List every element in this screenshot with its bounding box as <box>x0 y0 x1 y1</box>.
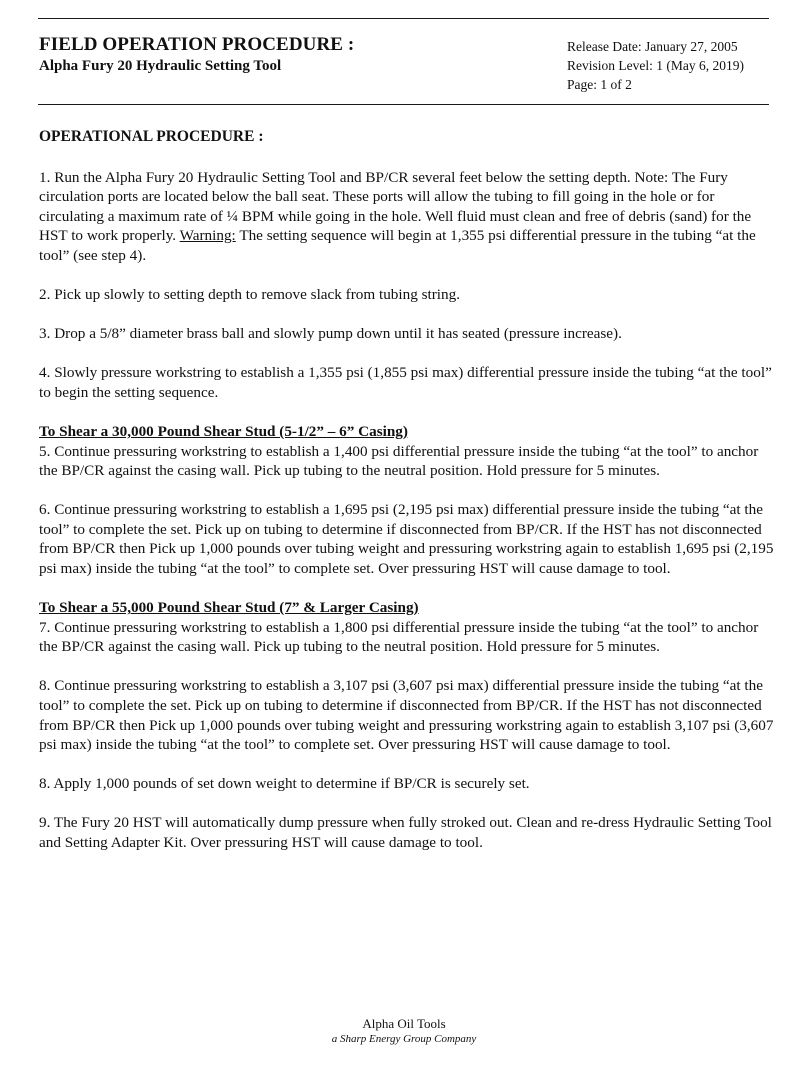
document-title: FIELD OPERATION PROCEDURE : <box>39 34 355 55</box>
document-subtitle: Alpha Fury 20 Hydraulic Setting Tool <box>39 58 282 74</box>
revision-level: Revision Level: 1 (May 6, 2019) <box>567 58 744 73</box>
warning-label: Warning: <box>179 227 236 245</box>
step-3: 3. Drop a 5/8” diameter brass ball and slowly pump down until it has seated (pressure increase). <box>39 325 622 343</box>
footer-tagline: a Sharp Energy Group Company <box>331 1033 477 1045</box>
header-left <box>39 33 354 76</box>
warning-text: The setting sequence will begin at 1,355 psi differential pressure in the tubing “at the tool” (see step 4). <box>39 227 756 264</box>
step-1-text: 1. Run the Alpha Fury 20 Hydraulic Setting Tool and BP/CR several feet below the setting depth. Note: The Fury circulation ports are located below the ball seat. These ports will allow the tubing to fill going in the hole or for circulating a maximum rate of ¼ BPM while going in the hole. Well fluid must clean and free of debris (sand) for the HST to work properly. <box>39 168 752 245</box>
header-top-rule <box>38 18 769 19</box>
step-8-pressure: 8. Continue pressuring workstring to establish a 3,107 psi (3,607 psi max) differential pressure inside the tubing “at the tool” to complete the set. Pick up on tubing to determine if disconnected from BP/CR. If the HST has not disconnected from BP/CR then Pick up 1,000 pounds over tubing weight and pressuring workstring again to establish 3,107 psi (3,607 psi max) inside the tubing “at the tool” to complete set. Over pressuring HST will cause damage to tool. <box>39 677 774 754</box>
footer-company: Alpha Oil Tools <box>362 1016 446 1031</box>
release-date: Release Date: January 27, 2005 <box>567 39 738 54</box>
step-8-set-down-weight: 8. Apply 1,000 pounds of set down weight to determine if BP/CR is securely set. <box>39 775 530 793</box>
page-number: Page: 1 of 2 <box>567 77 632 92</box>
step-2: 2. Pick up slowly to setting depth to remove slack from tubing string. <box>39 286 460 304</box>
section-title: OPERATIONAL PROCEDURE : <box>39 128 264 145</box>
header-bottom-rule <box>38 104 769 105</box>
procedure-body <box>39 127 774 872</box>
step-7: 7. Continue pressuring workstring to establish a 1,800 psi differential pressure inside the tubing “at the tool” to anchor the BP/CR against the casing wall. Pick up tubing to the neutral position. Hold pressure for 5 minutes. <box>39 618 759 656</box>
subheading-30k-shear-stud: To Shear a 30,000 Pound Shear Stud (5-1/2” – 6” Casing) <box>39 422 408 440</box>
step-9: 9. The Fury 20 HST will automatically dump pressure when fully stroked out. Clean and re-dress Hydraulic Setting Tool and Setting Adapter Kit. Over pressuring HST will cause damage to tool. <box>39 814 772 851</box>
page-footer <box>0 1016 808 1047</box>
header-meta <box>567 37 744 94</box>
step-4: 4. Slowly pressure workstring to establish a 1,355 psi (1,855 psi max) differential pressure inside the tubing “at the tool” to begin the setting sequence. <box>39 364 772 401</box>
step-1 <box>39 168 774 266</box>
step-6: 6. Continue pressuring workstring to establish a 1,695 psi (2,195 psi max) differential pressure inside the tubing “at the tool” to complete the set. Pick up on tubing to determine if disconnected from BP/CR. If the HST has not disconnected from BP/CR then Pick up 1,000 pounds over tubing weight and pressuring workstring again to establish 1,695 psi (2,195 psi max) inside the tubing “at the tool” to complete set. Over pressuring HST will cause damage to tool. <box>39 501 774 577</box>
subheading-55k-shear-stud: To Shear a 55,000 Pound Shear Stud (7” & Larger Casing) <box>39 599 419 617</box>
step-5: 5. Continue pressuring workstring to establish a 1,400 psi differential pressure inside the tubing “at the tool” to anchor the BP/CR against the casing wall. Pick up tubing to the neutral position. Hold pressure for 5 minutes. <box>39 442 759 480</box>
